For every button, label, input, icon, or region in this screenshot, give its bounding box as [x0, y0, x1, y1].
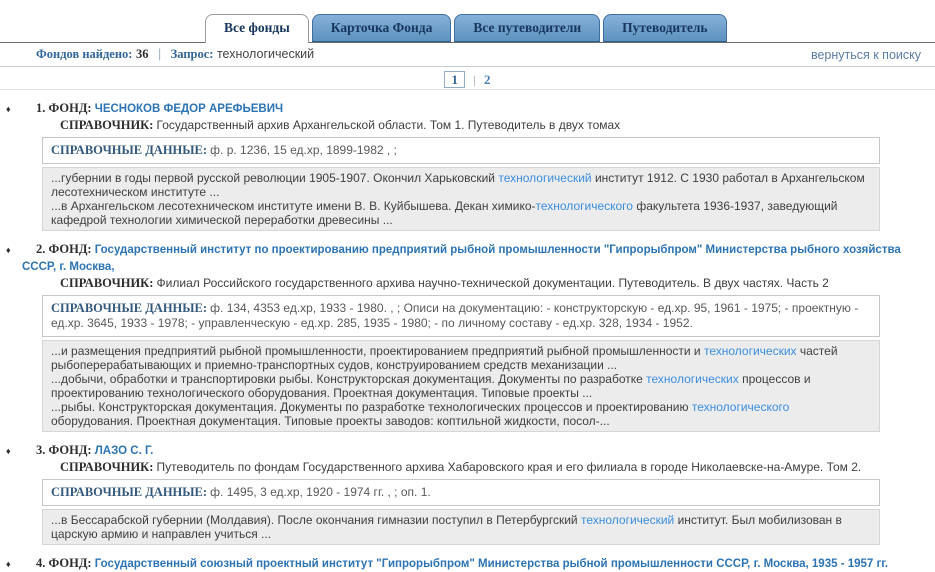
- tab-all-funds[interactable]: Все фонды: [205, 14, 309, 43]
- tab-guide[interactable]: Путеводитель: [603, 14, 726, 42]
- result-number: 4.: [36, 556, 49, 570]
- results-header-bar: [0, 43, 935, 67]
- guide-line: [0, 117, 927, 133]
- result-title: [0, 241, 927, 275]
- reference-data-label: СПРАВОЧНЫЕ ДАННЫЕ:: [51, 301, 211, 315]
- fund-label: ФОНД:: [48, 443, 95, 457]
- fund-link[interactable]: ЛАЗО С. Г.: [94, 445, 154, 457]
- query-label: Запрос:: [170, 47, 214, 61]
- fund-label: ФОНД:: [48, 556, 95, 570]
- fund-label: ФОНД:: [48, 242, 95, 256]
- reference-data-text: ф. р. 1236, 15 ед.хр, 1899-1982 , ;: [210, 143, 397, 157]
- fund-link[interactable]: ЧЕСНОКОВ ФЕДОР АРЕФЬЕВИЧ: [94, 103, 284, 115]
- snippet-line: ...в Архангельском лесотехническом институте имени В. В. Куйбышева. Декан химико-технологического факультета 1936-1937, заведующий кафедрой технологии химической переработки древесины ...: [51, 199, 838, 227]
- found-label: Фондов найдено:: [36, 47, 133, 61]
- back-to-search-link[interactable]: вернуться к поиску: [810, 47, 921, 62]
- bullet-diamond-icon: ♦: [6, 559, 11, 569]
- highlighted-term: технологических: [703, 344, 797, 358]
- result-title: [0, 442, 927, 459]
- guide-label: СПРАВОЧНИК:: [60, 460, 157, 474]
- tab-all-guides[interactable]: Все путеводители: [454, 14, 600, 42]
- fund-link[interactable]: Государственный институт по проектированию предприятий рыбной промышленности "Гипрорыбпром" Министерства рыбного хозяйства СССР, г. Москва,: [22, 244, 901, 273]
- reference-data-box: [42, 137, 880, 164]
- snippet-box: [42, 167, 880, 231]
- guide-text: Государственный архив Архангельской области. Том 1. Путеводитель в двух томах: [156, 118, 621, 132]
- result-number: 2.: [36, 242, 49, 256]
- query-value: технологический: [216, 47, 315, 61]
- reference-data-text: ф. 1495, 3 ед.хр, 1920 - 1974 гг. , ; оп. 1.: [210, 485, 431, 499]
- pagination-page-2-link[interactable]: 2: [484, 72, 491, 87]
- bullet-diamond-icon: ♦: [6, 446, 11, 456]
- reference-data-text: ф. 134, 4353 ед.хр, 1933 - 1980. , ; Описи на документацию: - конструкторскую - ед.хр. 95, 1961 - 1975; - проектную - ед.хр. 3645, 1933 - 1978; - управленческую - ед.хр. 285, 1935 - 1980; - по личному составу - ед.хр. 328, 1934 - 1952.: [51, 301, 859, 330]
- result-number: 3.: [36, 443, 49, 457]
- highlighted-term: технологических: [646, 372, 739, 386]
- snippet-line: ...губернии в годы первой русской революции 1905-1907. Окончил Харьковский технологический институт 1912. С 1930 работал в Архангельском лесотехническом институте ...: [51, 171, 865, 199]
- reference-data-box: [42, 295, 880, 337]
- tab-fund-card[interactable]: Карточка Фонда: [312, 14, 452, 42]
- pagination-separator: |: [473, 72, 476, 87]
- bullet-diamond-icon: ♦: [6, 104, 11, 114]
- pagination-current-page: 1: [444, 71, 465, 88]
- guide-line: [0, 459, 927, 475]
- reference-data-label: СПРАВОЧНЫЕ ДАННЫЕ:: [51, 143, 211, 157]
- snippet-line: ...и размещения предприятий рыбной промышленности, проектированием предприятий рыбной промышленности и технологических частей рыбоперерабатывающих и приемно-транспортных судов, конструированием средств механизации ...: [51, 344, 838, 372]
- guide-text: Филиал Российского государственного архива научно-технической документации. Путеводитель. В двух частях. Часть 2: [156, 276, 829, 290]
- snippet-box: [42, 340, 880, 432]
- tab-bar: [0, 0, 935, 43]
- results-summary: [36, 47, 314, 62]
- result-item: [0, 555, 935, 572]
- reference-data-label: СПРАВОЧНЫЕ ДАННЫЕ:: [51, 485, 211, 499]
- pagination: [0, 67, 935, 90]
- highlighted-term: технологического: [535, 199, 633, 213]
- highlighted-term: технологический: [498, 171, 592, 185]
- snippet-line: ...в Бессарабской губернии (Молдавия). После окончания гимназии поступил в Петербургский технологический институт. Был мобилизован в царскую армию и направлен учиться ...: [51, 513, 842, 541]
- snippet-line: ...добычи, обработки и транспортировки рыбы. Конструкторская документация. Документы по разработке технологических процессов и проектированию технологического оборудования. Проектная документация. Типовые проекты ...: [51, 372, 811, 400]
- result-number: 1.: [36, 101, 49, 115]
- header-separator: |: [157, 47, 162, 61]
- highlighted-term: технологического: [691, 400, 790, 414]
- highlighted-term: технологический: [580, 513, 675, 527]
- fund-label: ФОНД:: [48, 101, 95, 115]
- reference-data-box: [42, 479, 880, 506]
- bullet-diamond-icon: ♦: [6, 245, 11, 255]
- fund-link[interactable]: Государственный союзный проектный институт "Гипрорыбпром" Министерства рыбной промышленности СССР, г. Москва, 1935 - 1957 гг.: [94, 558, 889, 570]
- result-item: [0, 100, 935, 231]
- result-item: [0, 442, 935, 545]
- result-title: [0, 100, 927, 117]
- results-list: [0, 90, 935, 572]
- result-title: [0, 555, 927, 572]
- guide-text: Путеводитель по фондам Государственного архива Хабаровского края и его филиала в городе Николаевске-на-Амуре. Том 2.: [156, 460, 862, 474]
- guide-label: СПРАВОЧНИК:: [60, 118, 157, 132]
- guide-label: СПРАВОЧНИК:: [60, 276, 157, 290]
- snippet-line: ...рыбы. Конструкторская документация. Документы по разработке технологических процессов и проектированию технологического оборудования. Проектная документация. Типовые проекты заводов: коптильной жидкости, посол-...: [51, 400, 790, 428]
- snippet-box: [42, 509, 880, 545]
- found-count: 36: [135, 47, 149, 61]
- result-item: [0, 241, 935, 432]
- guide-line: [0, 275, 927, 291]
